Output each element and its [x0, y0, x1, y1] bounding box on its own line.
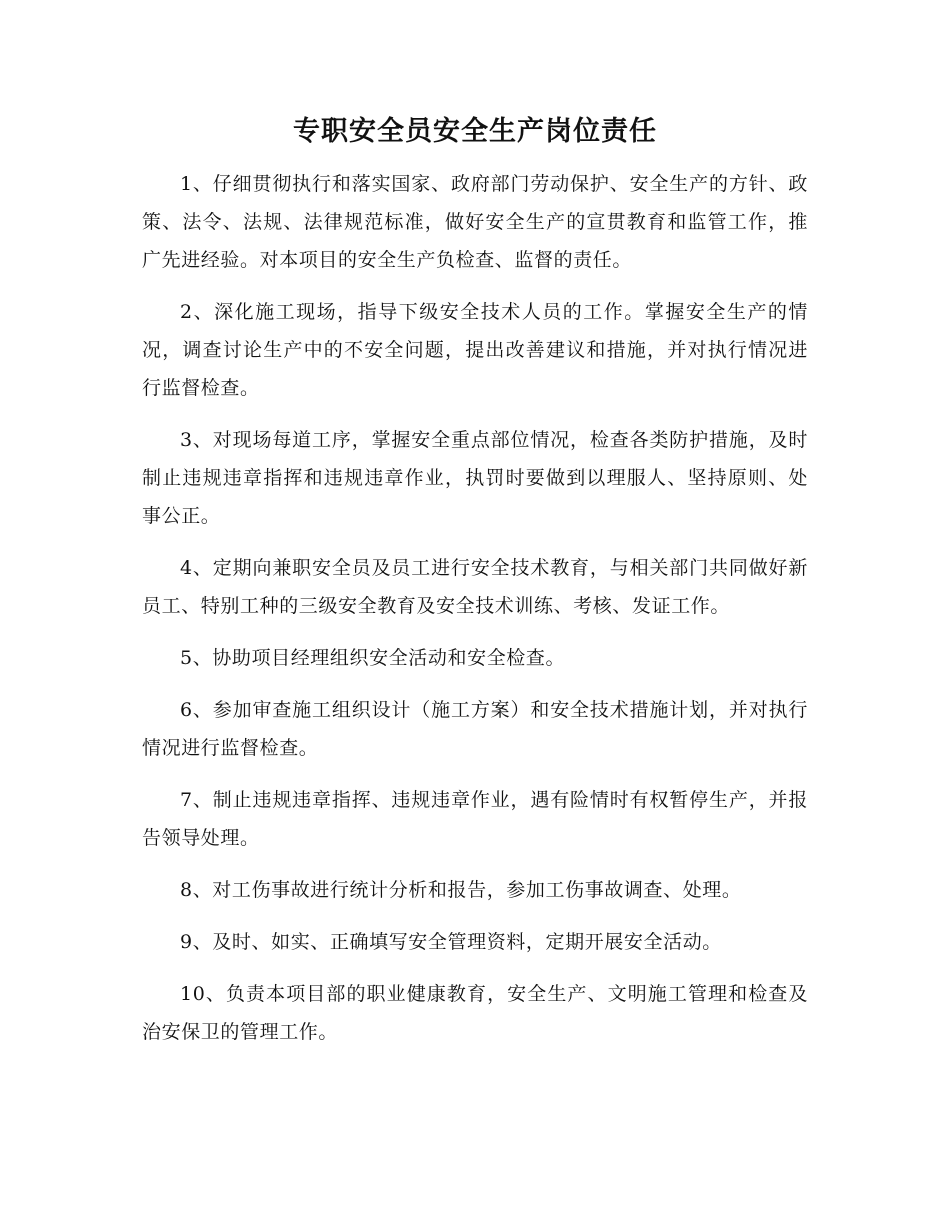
paragraph-2: 2、深化施工现场，指导下级安全技术人员的工作。掌握安全生产的情况，调查讨论生产中的不安全问题，提出改善建议和措施，并对执行情况进行监督检查。 — [142, 301, 808, 399]
document-body — [142, 165, 808, 1065]
paragraph-7: 7、制止违规违章指挥、违规违章作业，遇有险情时有权暂停生产，并报告领导处理。 — [142, 789, 808, 849]
paragraph-6: 6、参加审查施工组织设计（施工方案）和安全技术措施计划，并对执行情况进行监督检查。 — [142, 699, 808, 759]
paragraph-1: 1、仔细贯彻执行和落实国家、政府部门劳动保护、安全生产的方针、政策、法令、法规、法律规范标准，做好安全生产的宣贯教育和监管工作，推广先进经验。对本项目的安全生产负检查、监督的责任。 — [142, 173, 808, 271]
paragraph-8: 8、对工伤事故进行统计分析和报告，参加工伤事故调查、处理。 — [180, 879, 742, 901]
paragraph-9: 9、及时、如实、正确填写安全管理资料，定期开展安全活动。 — [180, 931, 722, 953]
paragraph-4: 4、定期向兼职安全员及员工进行安全技术教育，与相关部门共同做好新员工、特别工种的三级安全教育及安全技术训练、考核、发证工作。 — [142, 557, 808, 617]
paragraph-3: 3、对现场每道工序，掌握安全重点部位情况，检查各类防护措施，及时制止违规违章指挥和违规违章作业，执罚时要做到以理服人、坚持原则、处事公正。 — [142, 429, 808, 527]
paragraph-5: 5、协助项目经理组织安全活动和安全检查。 — [180, 647, 566, 669]
paragraph-10: 10、负责本项目部的职业健康教育，安全生产、文明施工管理和检查及治安保卫的管理工作。 — [142, 983, 808, 1043]
document-title: 专职安全员安全生产岗位责任 — [293, 116, 657, 147]
